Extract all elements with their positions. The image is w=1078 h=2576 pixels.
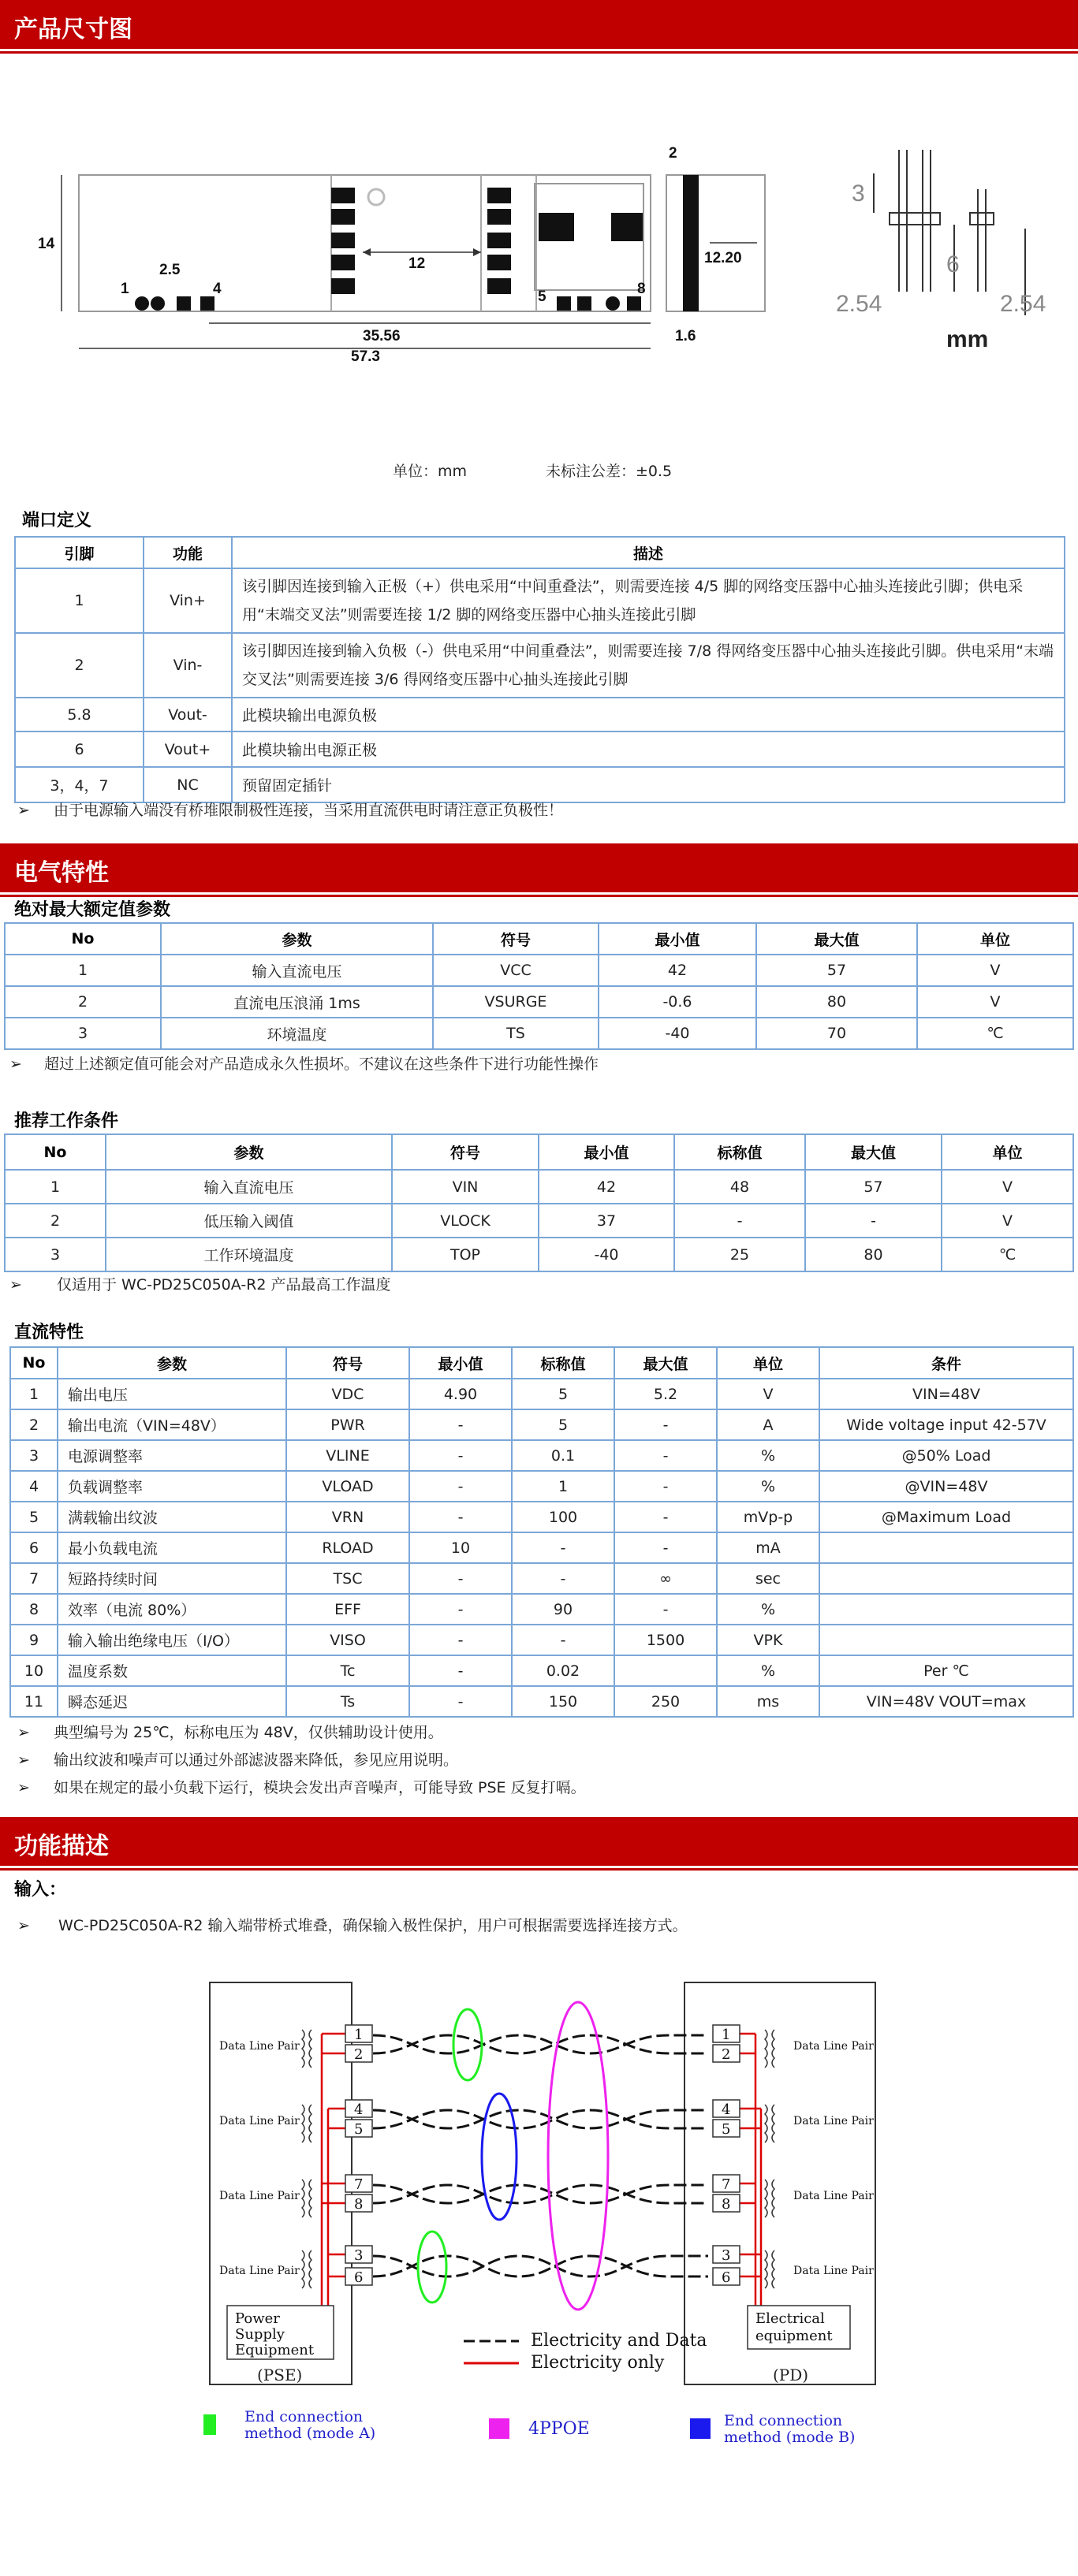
section-title: 电气特性 bbox=[14, 859, 109, 887]
dim-label-3: 3 bbox=[852, 181, 865, 207]
table-cell: 负载调整率 bbox=[58, 1471, 286, 1502]
dim-label-12-20: 12.20 bbox=[704, 250, 742, 266]
table-cell: 1 bbox=[15, 568, 144, 633]
column-header: No bbox=[5, 1134, 106, 1170]
table-cell: 4.90 bbox=[409, 1379, 512, 1409]
column-header: No bbox=[5, 923, 161, 955]
table-cell: ℃ bbox=[942, 1238, 1073, 1271]
pin-number: 7 bbox=[354, 2176, 364, 2193]
pd-label: (PD) bbox=[773, 2366, 809, 2384]
table-cell: 25 bbox=[674, 1238, 805, 1271]
table-cell: EFF bbox=[286, 1594, 409, 1625]
table-cell: 输入直流电压 bbox=[161, 955, 433, 986]
column-header: 参数 bbox=[161, 923, 433, 955]
table-cell: 输出电压 bbox=[58, 1379, 286, 1409]
recommended-title: 推荐工作条件 bbox=[14, 1111, 119, 1131]
note-text: 仅适用于 WC-PD25C050A-R2 产品最高工作温度 bbox=[57, 1276, 391, 1294]
column-header: 条件 bbox=[819, 1347, 1073, 1379]
arrow-bullet-icon: ➢ bbox=[17, 1724, 30, 1741]
table-cell: 3 bbox=[5, 1018, 161, 1049]
table-cell: VPK bbox=[717, 1625, 819, 1655]
table-cell: 输入输出绝缘电压（I/O） bbox=[58, 1625, 286, 1655]
note-text: 如果在规定的最小负载下运行，模块会发出声音噪声，可能导致 PSE 反复打嗝。 bbox=[54, 1779, 586, 1796]
pin-number: 3 bbox=[354, 2247, 364, 2264]
table-cell: 37 bbox=[539, 1204, 674, 1238]
pin-number: 5 bbox=[354, 2121, 364, 2138]
column-header: 引脚 bbox=[15, 537, 144, 568]
table-cell: - bbox=[512, 1625, 614, 1655]
dim-label-14: 14 bbox=[38, 236, 55, 252]
table-cell: - bbox=[614, 1502, 717, 1532]
table-cell: 57 bbox=[805, 1170, 942, 1204]
table-cell bbox=[819, 1625, 1073, 1655]
section-header-dimensions bbox=[0, 0, 1078, 49]
column-header: 最小值 bbox=[599, 923, 756, 955]
table-cell: 10 bbox=[409, 1532, 512, 1563]
table-cell: VSURGE bbox=[433, 986, 599, 1018]
table-row bbox=[10, 1686, 1073, 1717]
table-cell: - bbox=[409, 1409, 512, 1440]
table-cell: - bbox=[674, 1204, 805, 1238]
table-cell: V bbox=[917, 955, 1073, 986]
table-cell: 5.8 bbox=[15, 698, 144, 731]
table-cell: 5 bbox=[512, 1409, 614, 1440]
table-cell: 2 bbox=[5, 986, 161, 1018]
table-cell: 短路持续时间 bbox=[58, 1563, 286, 1594]
column-header: 最小值 bbox=[539, 1134, 674, 1170]
note-text: WC-PD25C050A-R2 输入端带桥式堆叠，确保输入极性保护，用户可根据需要选择连接方式。 bbox=[58, 1917, 688, 1934]
table-cell: 输出电流（VIN=48V） bbox=[58, 1409, 286, 1440]
dc-note-3 bbox=[17, 1776, 586, 1797]
arrow-bullet-icon: ➢ bbox=[9, 1055, 22, 1073]
pin-number: 6 bbox=[354, 2269, 364, 2286]
table-cell: - bbox=[409, 1655, 512, 1686]
table-cell: 0.02 bbox=[512, 1655, 614, 1686]
dim-label-2: 2 bbox=[669, 145, 677, 162]
dc-table-body bbox=[10, 1379, 1073, 1717]
column-header: 描述 bbox=[232, 537, 1065, 568]
column-header: 符号 bbox=[286, 1347, 409, 1379]
table-cell: 6 bbox=[15, 731, 144, 767]
table-row bbox=[10, 1471, 1073, 1502]
table-cell: @50% Load bbox=[819, 1440, 1073, 1471]
pd-box-line: equipment bbox=[755, 2328, 833, 2344]
data-line-pair-label: Data Line Pair bbox=[793, 2115, 874, 2127]
abs-max-note bbox=[9, 1052, 599, 1074]
pin-label-8: 8 bbox=[637, 281, 646, 297]
dim-label-57-3: 57.3 bbox=[351, 348, 380, 365]
pin-number: 4 bbox=[722, 2101, 731, 2118]
table-header-row bbox=[5, 923, 1073, 955]
column-header: 最大值 bbox=[756, 923, 917, 955]
table-cell: 3 bbox=[10, 1440, 58, 1471]
table-row bbox=[5, 955, 1073, 986]
arrow-bullet-icon: ➢ bbox=[17, 1779, 30, 1796]
table-cell: VIN=48V bbox=[819, 1379, 1073, 1409]
table-cell: 8 bbox=[10, 1594, 58, 1625]
table-cell: 预留固定插针 bbox=[232, 767, 1065, 802]
table-cell: - bbox=[614, 1440, 717, 1471]
arrow-bullet-icon: ➢ bbox=[17, 802, 30, 819]
table-cell: 6 bbox=[10, 1532, 58, 1563]
pin-number: 7 bbox=[722, 2176, 731, 2193]
dim-label-1-6: 1.6 bbox=[675, 328, 696, 344]
table-cell: 0.1 bbox=[512, 1440, 614, 1471]
legend-electricity-data: Electricity and Data bbox=[531, 2331, 707, 2351]
table-row bbox=[5, 1170, 1073, 1204]
table-cell: % bbox=[717, 1655, 819, 1686]
4ppoe-label: 4PPOE bbox=[528, 2419, 590, 2439]
column-header: 单位 bbox=[942, 1134, 1073, 1170]
pin-number: 8 bbox=[722, 2196, 731, 2213]
table-cell: Vout- bbox=[144, 698, 232, 731]
pin-number: 2 bbox=[722, 2046, 731, 2063]
column-header: 标称值 bbox=[512, 1347, 614, 1379]
table-header-row bbox=[10, 1347, 1073, 1379]
section-title: 功能描述 bbox=[14, 1833, 109, 1860]
dim-label-35-56: 35.56 bbox=[363, 328, 401, 344]
dc-characteristics-title: 直流特性 bbox=[14, 1323, 84, 1342]
table-cell: VIN=48V VOUT=max bbox=[819, 1686, 1073, 1717]
table-cell: 1 bbox=[5, 955, 161, 986]
column-header: 功能 bbox=[144, 537, 232, 568]
port-definition-table bbox=[14, 536, 1065, 803]
table-row bbox=[15, 698, 1065, 731]
table-cell: 42 bbox=[539, 1170, 674, 1204]
mode-a-label: End connection bbox=[244, 2408, 364, 2425]
section-title: 产品尺寸图 bbox=[14, 16, 132, 43]
table-cell: 5 bbox=[512, 1379, 614, 1409]
table-cell: RLOAD bbox=[286, 1532, 409, 1563]
table-cell: 1 bbox=[10, 1379, 58, 1409]
note-text: 由于电源输入端没有桥堆限制极性连接，当采用直流供电时请注意正负极性！ bbox=[54, 802, 564, 819]
table-cell: - bbox=[512, 1532, 614, 1563]
table-cell: 9 bbox=[10, 1625, 58, 1655]
table-cell: 此模块输出电源正极 bbox=[232, 731, 1065, 767]
arrow-bullet-icon: ➢ bbox=[9, 1276, 22, 1294]
table-row bbox=[10, 1532, 1073, 1563]
table-cell: VRN bbox=[286, 1502, 409, 1532]
table-cell: VIN bbox=[392, 1170, 539, 1204]
table-cell: 瞬态延迟 bbox=[58, 1686, 286, 1717]
table-cell: - bbox=[409, 1502, 512, 1532]
input-title: 输入： bbox=[14, 1880, 67, 1900]
recommended-table bbox=[4, 1134, 1074, 1272]
table-cell: 80 bbox=[756, 986, 917, 1018]
table-cell: V bbox=[717, 1379, 819, 1409]
table-cell: ℃ bbox=[917, 1018, 1073, 1049]
table-row bbox=[10, 1655, 1073, 1686]
table-cell: 7 bbox=[10, 1563, 58, 1594]
note-text: 典型编号为 25℃，标称电压为 48V，仅供辅助设计使用。 bbox=[54, 1724, 443, 1741]
table-row bbox=[15, 767, 1065, 802]
table-cell: mVp-p bbox=[717, 1502, 819, 1532]
table-cell: VDC bbox=[286, 1379, 409, 1409]
table-cell: 1 bbox=[5, 1170, 106, 1204]
table-cell: 低压输入阈值 bbox=[106, 1204, 392, 1238]
table-cell: Per ℃ bbox=[819, 1655, 1073, 1686]
mode-a-ellipse bbox=[453, 2009, 482, 2080]
table-cell: VLOAD bbox=[286, 1471, 409, 1502]
pin-number: 3 bbox=[722, 2247, 731, 2264]
table-cell: 工作环境温度 bbox=[106, 1238, 392, 1271]
table-header-row bbox=[5, 1134, 1073, 1170]
column-header: 参数 bbox=[58, 1347, 286, 1379]
data-line-pair-label: Data Line Pair bbox=[219, 2115, 300, 2127]
table-cell: 100 bbox=[512, 1502, 614, 1532]
dc-note-1 bbox=[17, 1721, 443, 1742]
table-row bbox=[10, 1440, 1073, 1471]
mode-b-swatch bbox=[690, 2418, 711, 2439]
table-row bbox=[10, 1409, 1073, 1440]
note-text: 超过上述额定值可能会对产品造成永久性损坏。不建议在这些条件下进行功能性操作 bbox=[44, 1055, 599, 1073]
table-cell: 42 bbox=[599, 955, 756, 986]
column-header: 单位 bbox=[717, 1347, 819, 1379]
pd-box-line: Electrical bbox=[755, 2310, 825, 2327]
table-cell: - bbox=[614, 1409, 717, 1440]
table-cell: Ts bbox=[286, 1686, 409, 1717]
pin-number: 5 bbox=[722, 2121, 731, 2138]
table-cell bbox=[819, 1532, 1073, 1563]
table-cell: ms bbox=[717, 1686, 819, 1717]
recommended-note bbox=[9, 1273, 391, 1294]
section-header-electrical bbox=[0, 843, 1078, 892]
4ppoe-swatch bbox=[489, 2418, 509, 2439]
table-cell: - bbox=[409, 1625, 512, 1655]
column-header: 符号 bbox=[392, 1134, 539, 1170]
pin-number: 4 bbox=[354, 2101, 364, 2118]
table-cell: - bbox=[409, 1440, 512, 1471]
table-cell: % bbox=[717, 1471, 819, 1502]
table-cell: V bbox=[942, 1170, 1073, 1204]
table-cell: -40 bbox=[539, 1238, 674, 1271]
mode-a-swatch bbox=[203, 2414, 216, 2435]
section-header-function bbox=[0, 1817, 1078, 1866]
pin-number: 2 bbox=[354, 2046, 364, 2063]
note-text: 输出纹波和噪声可以通过外部滤波器来降低，参见应用说明。 bbox=[54, 1751, 459, 1769]
table-cell: TS bbox=[433, 1018, 599, 1049]
table-cell: - bbox=[614, 1532, 717, 1563]
table-cell: VCC bbox=[433, 955, 599, 986]
table-cell: 80 bbox=[805, 1238, 942, 1271]
table-cell: 1500 bbox=[614, 1625, 717, 1655]
mode-b-label: method (mode B) bbox=[724, 2429, 856, 2446]
input-note bbox=[17, 1914, 687, 1935]
table-cell: - bbox=[409, 1563, 512, 1594]
table-cell: 250 bbox=[614, 1686, 717, 1717]
table-cell: TSC bbox=[286, 1563, 409, 1594]
pse-pin-column bbox=[345, 2025, 372, 2286]
table-row bbox=[15, 731, 1065, 767]
data-line-pair-label: Data Line Pair bbox=[793, 2190, 874, 2202]
table-cell: A bbox=[717, 1409, 819, 1440]
table-cell: 11 bbox=[10, 1686, 58, 1717]
pin-label-4: 4 bbox=[213, 281, 222, 297]
table-cell: 直流电压浪涌 1ms bbox=[161, 986, 433, 1018]
table-cell: 48 bbox=[674, 1170, 805, 1204]
table-cell: - bbox=[805, 1204, 942, 1238]
table-cell: 2 bbox=[10, 1409, 58, 1440]
dc-note-2 bbox=[17, 1748, 458, 1770]
dc-characteristics-table bbox=[9, 1346, 1074, 1718]
mode-a-ellipse bbox=[418, 2232, 446, 2302]
abs-max-title: 绝对最大额定值参数 bbox=[14, 900, 171, 920]
table-cell: @Maximum Load bbox=[819, 1502, 1073, 1532]
table-cell: 57 bbox=[756, 955, 917, 986]
table-cell: 90 bbox=[512, 1594, 614, 1625]
table-cell: 2 bbox=[5, 1204, 106, 1238]
pse-label: (PSE) bbox=[257, 2366, 303, 2384]
table-cell: 输入直流电压 bbox=[106, 1170, 392, 1204]
legend-electricity-only: Electricity only bbox=[531, 2353, 665, 2373]
table-cell: 2 bbox=[15, 633, 144, 698]
table-cell: Tc bbox=[286, 1655, 409, 1686]
data-line-pair-label: Data Line Pair bbox=[793, 2265, 874, 2277]
table-row bbox=[10, 1625, 1073, 1655]
column-header: 参数 bbox=[106, 1134, 392, 1170]
mode-a-label: method (mode A) bbox=[244, 2425, 376, 2442]
table-cell: - bbox=[409, 1686, 512, 1717]
column-header: 符号 bbox=[433, 923, 599, 955]
pin-number: 1 bbox=[722, 2027, 731, 2043]
column-header: No bbox=[10, 1347, 58, 1379]
table-header-row bbox=[15, 537, 1065, 568]
table-cell: - bbox=[614, 1594, 717, 1625]
table-cell: 5 bbox=[10, 1502, 58, 1532]
table-row bbox=[10, 1502, 1073, 1532]
table-cell: 最小负载电流 bbox=[58, 1532, 286, 1563]
table-cell: ∞ bbox=[614, 1563, 717, 1594]
table-row bbox=[10, 1379, 1073, 1409]
mode-b-label: End connection bbox=[724, 2412, 843, 2429]
table-row bbox=[5, 986, 1073, 1018]
table-cell: @VIN=48V bbox=[819, 1471, 1073, 1502]
table-cell bbox=[819, 1563, 1073, 1594]
table-cell: % bbox=[717, 1440, 819, 1471]
4ppoe-ellipse bbox=[548, 2002, 608, 2310]
column-header: 最大值 bbox=[614, 1347, 717, 1379]
table-cell: VLOCK bbox=[392, 1204, 539, 1238]
dimension-drawing bbox=[0, 126, 1078, 394]
table-cell: Vin- bbox=[144, 633, 232, 698]
pin-number: 1 bbox=[354, 2027, 364, 2043]
table-cell: 3，4，7 bbox=[15, 767, 144, 802]
table-cell: VISO bbox=[286, 1625, 409, 1655]
pin-number: 6 bbox=[722, 2269, 731, 2286]
table-cell: 150 bbox=[512, 1686, 614, 1717]
table-cell: 5.2 bbox=[614, 1379, 717, 1409]
table-cell: 该引脚因连接到输入正极（+）供电采用“中间重叠法”，则需要连接 4/5 脚的网络变压器中心抽头连接此引脚；供电采用“末端交叉法”则需要连接 1/2 脚的网络变压器中心抽头连接此引脚 bbox=[232, 568, 1065, 633]
table-cell: sec bbox=[717, 1563, 819, 1594]
table-row bbox=[5, 1238, 1073, 1271]
poe-connection-diagram bbox=[203, 1979, 905, 2467]
table-cell: 温度系数 bbox=[58, 1655, 286, 1686]
dim-label-2-5: 2.5 bbox=[159, 262, 181, 278]
table-cell bbox=[819, 1594, 1073, 1625]
table-cell: 1 bbox=[512, 1471, 614, 1502]
pin-label-5: 5 bbox=[538, 288, 546, 305]
table-cell: - bbox=[512, 1563, 614, 1594]
pse-box-line: Equipment bbox=[235, 2342, 315, 2358]
dim-unit-mm: mm bbox=[946, 326, 989, 352]
table-cell: 电源调整率 bbox=[58, 1440, 286, 1471]
pin-number: 8 bbox=[354, 2196, 364, 2213]
table-row bbox=[10, 1563, 1073, 1594]
table-row bbox=[15, 633, 1065, 698]
table-cell: 10 bbox=[10, 1655, 58, 1686]
table-cell: mA bbox=[717, 1532, 819, 1563]
table-cell: - bbox=[409, 1594, 512, 1625]
column-header: 标称值 bbox=[674, 1134, 805, 1170]
table-cell: 此模块输出电源负极 bbox=[232, 698, 1065, 731]
table-cell: % bbox=[717, 1594, 819, 1625]
port-definition-title: 端口定义 bbox=[22, 511, 92, 530]
dim-label-2-54-b: 2.54 bbox=[1000, 291, 1046, 317]
table-cell: V bbox=[917, 986, 1073, 1018]
dim-label-12: 12 bbox=[408, 255, 426, 272]
table-cell: -0.6 bbox=[599, 986, 756, 1018]
table-row bbox=[15, 568, 1065, 633]
tolerance-label: 未标注公差：±0.5 bbox=[546, 463, 673, 480]
table-cell: NC bbox=[144, 767, 232, 802]
data-line-pair-label: Data Line Pair bbox=[219, 2190, 300, 2202]
dim-label-2-54-a: 2.54 bbox=[836, 291, 882, 317]
table-cell: VLINE bbox=[286, 1440, 409, 1471]
table-cell: 该引脚因连接到输入负极（-）供电采用“中间重叠法”，则需要连接 7/8 得网络变压器中心抽头连接此引脚。供电采用“末端交叉法”则需要连接 3/6 得网络变压器中心抽头连接此引脚 bbox=[232, 633, 1065, 698]
table-row bbox=[5, 1204, 1073, 1238]
table-cell: Wide voltage input 42-57V bbox=[819, 1409, 1073, 1440]
unit-label: 单位：mm bbox=[393, 463, 468, 480]
table-cell: 效率（电流 80%） bbox=[58, 1594, 286, 1625]
pd-pin-column bbox=[713, 2025, 740, 2286]
table-cell: - bbox=[409, 1471, 512, 1502]
data-line-pair-label: Data Line Pair bbox=[793, 2040, 874, 2053]
table-cell: Vout+ bbox=[144, 731, 232, 767]
table-cell: 环境温度 bbox=[161, 1018, 433, 1049]
table-row bbox=[10, 1594, 1073, 1625]
table-row bbox=[5, 1018, 1073, 1049]
data-line-pair-label: Data Line Pair bbox=[219, 2265, 300, 2277]
table-cell: 3 bbox=[5, 1238, 106, 1271]
table-cell: TOP bbox=[392, 1238, 539, 1271]
table-cell: 4 bbox=[10, 1471, 58, 1502]
table-cell bbox=[614, 1655, 717, 1686]
table-cell: 70 bbox=[756, 1018, 917, 1049]
dim-label-6: 6 bbox=[946, 251, 960, 277]
table-cell: PWR bbox=[286, 1409, 409, 1440]
pse-box-line: Power bbox=[235, 2310, 280, 2327]
column-header: 最小值 bbox=[409, 1347, 512, 1379]
table-cell: 满载输出纹波 bbox=[58, 1502, 286, 1532]
table-cell: V bbox=[942, 1204, 1073, 1238]
table-cell: - bbox=[614, 1471, 717, 1502]
port-note bbox=[17, 798, 563, 820]
table-cell: -40 bbox=[599, 1018, 756, 1049]
column-header: 最大值 bbox=[805, 1134, 942, 1170]
column-header: 单位 bbox=[917, 923, 1073, 955]
pse-box-line: Supply bbox=[235, 2326, 285, 2343]
pin-label-1: 1 bbox=[121, 281, 129, 297]
data-line-pair-label: Data Line Pair bbox=[219, 2040, 300, 2053]
arrow-bullet-icon: ➢ bbox=[17, 1917, 30, 1934]
abs-max-table bbox=[4, 922, 1074, 1050]
arrow-bullet-icon: ➢ bbox=[17, 1751, 30, 1769]
table-cell: Vin+ bbox=[144, 568, 232, 633]
